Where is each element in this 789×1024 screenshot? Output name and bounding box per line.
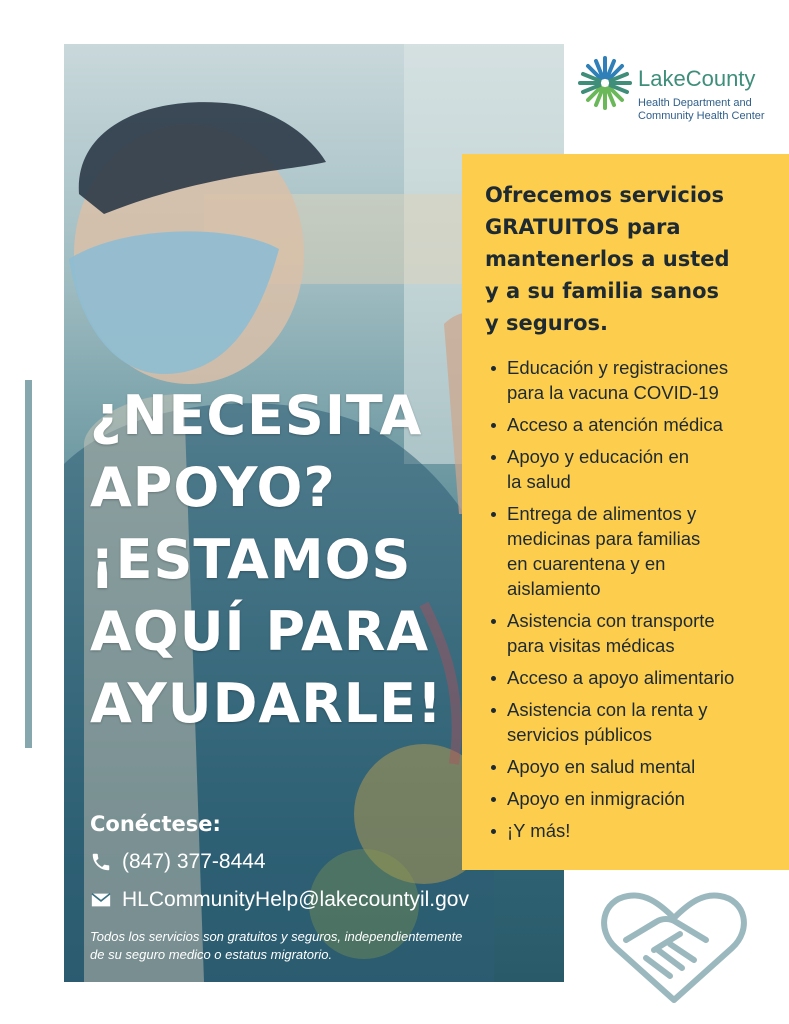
disclaimer-line: de su seguro medico o estatus migratorio. — [90, 947, 333, 962]
disclaimer-line: Todos los servicios son gratuitos y seguros, independientemente — [90, 929, 463, 944]
service-item-line: Asistencia con la renta y — [507, 699, 708, 720]
service-item-line: para visitas médicas — [507, 635, 675, 656]
contact-title: Conéctese: — [90, 812, 221, 836]
service-item-line: Entrega de alimentos y — [507, 503, 697, 524]
contact-phone-row[interactable] — [90, 848, 266, 876]
headline-line: ¡ESTAMOS — [90, 528, 412, 591]
logo-subtitle-line: Community Health Center — [638, 110, 765, 122]
service-item — [485, 697, 779, 747]
contact-email-address[interactable]: HLCommunityHelp@lakecountyil.gov — [122, 888, 469, 911]
decorative-side-rule — [25, 380, 32, 748]
disclaimer — [90, 928, 550, 964]
logo-name: LakeCounty — [638, 66, 756, 91]
service-item — [485, 818, 779, 843]
service-item-line: Apoyo en inmigración — [507, 788, 685, 809]
service-item — [485, 608, 779, 658]
services-list — [485, 355, 779, 843]
envelope-icon — [90, 889, 112, 911]
services-heading — [485, 179, 779, 339]
headline-line: AYUDARLE! — [90, 672, 443, 735]
services-heading-line: y seguros. — [485, 311, 608, 335]
service-item-line: medicinas para familias — [507, 528, 701, 549]
service-item — [485, 355, 779, 405]
headline-line: AQUÍ PARA — [90, 600, 430, 663]
headline-line: APOYO? — [90, 456, 336, 519]
service-item-line: Asistencia con transporte — [507, 610, 715, 631]
service-item — [485, 754, 779, 779]
headline-line: ¿NECESITA — [90, 384, 423, 447]
service-item-line: servicios públicos — [507, 724, 652, 745]
lake-county-logo — [578, 56, 783, 126]
services-heading-line: y a su familia sanos — [485, 279, 720, 303]
service-item-line: Apoyo y educación en — [507, 446, 690, 467]
services-heading-line: Ofrecemos servicios — [485, 183, 724, 207]
service-item-line: Acceso a apoyo alimentario — [507, 667, 735, 688]
service-item — [485, 412, 779, 437]
service-item — [485, 444, 779, 494]
services-heading-line: mantenerlos a usted — [485, 247, 730, 271]
logo-subtitle-line: Health Department and — [638, 97, 752, 109]
service-item-line: aislamiento — [507, 578, 601, 599]
heart-handshake-icon — [598, 888, 750, 1006]
service-item-line: la salud — [507, 471, 571, 492]
service-item-line: ¡Y más! — [507, 820, 571, 841]
starburst-logo-icon — [578, 56, 632, 110]
service-item-line: para la vacuna COVID-19 — [507, 382, 719, 403]
service-item-line: Acceso a atención médica — [507, 414, 723, 435]
contact-email-row[interactable] — [90, 886, 469, 914]
services-heading-line: GRATUITOS para — [485, 215, 681, 239]
logo-subtitle — [638, 97, 765, 123]
service-item — [485, 501, 779, 601]
services-panel — [462, 154, 789, 870]
service-item-line: Apoyo en salud mental — [507, 756, 696, 777]
service-item — [485, 786, 779, 811]
service-item-line: en cuarentena y en — [507, 553, 666, 574]
contact-phone-number[interactable]: (847) 377-8444 — [122, 850, 266, 873]
phone-icon — [90, 851, 112, 873]
service-item — [485, 665, 779, 690]
service-item-line: Educación y registraciones — [507, 357, 729, 378]
